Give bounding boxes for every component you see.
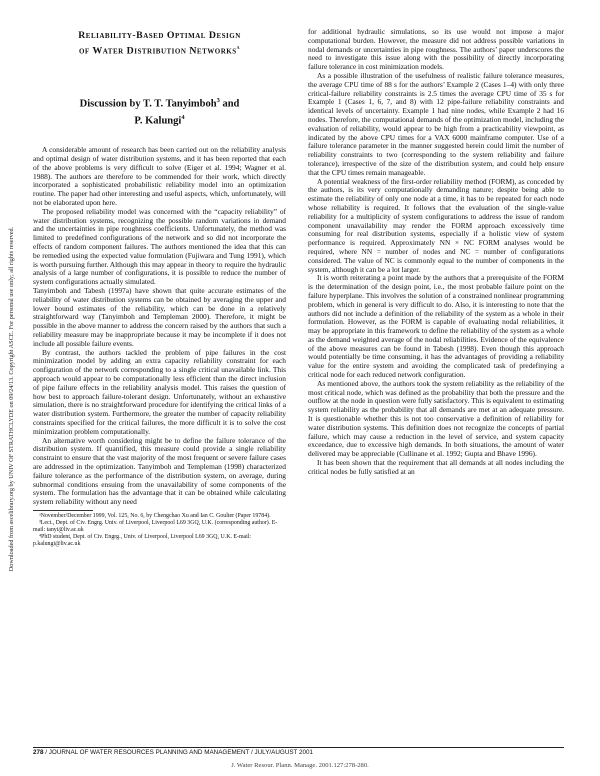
title-footnote-mark: a — [236, 45, 241, 51]
right-paragraph-2: As a possible illustration of the usefulness of realistic failure tolerance measures, the average CPU time of 88 s for the authors’ Example 2 (Cases 1–4) with only three critical-failure reliability constraints is 2.5 times the average CPU time of 35 s for Example 1 (Cases 1, 6, 7, and 8) with 12 pipe-failure reliability constraints and identical levels of uncertainty. Example 1 had nine nodes, while Example 2 had 16 nodes. Therefore, the computational demands of the optimization model, including the evaluation of reliability, would appear to be high from a practicability viewpoint, as indicated by the above CPU times for a VAX 6000 mainframe computer. Use of a failure tolerance parameter in the manner suggested herein could limit the number of reliability constraints to two (corresponding to the system reliability and failure tolerance), irrespective of the size of the distribution system, and could help ensure that the CPU times remain manageable. — [308, 70, 564, 177]
page-number: 278 — [33, 749, 44, 756]
byline-and: and — [219, 98, 240, 110]
footnote-original-paper: ᵃNovember/December 1999, Vol. 125, No. 6, by Chengchao Xu and Ian C. Goulter (Paper 19784). — [39, 512, 271, 519]
left-paragraph-2: The proposed reliability model was concerned with the “capacity reliability” of water distribution systems, recognizing the possible random variations in demand and the uncertainties in pipe roughness coefficients. Unfortunately, the method was limited to predefined configurations of the network and so did not incorporate the effects of random component failures. The authors mentioned the idea that this can be remedied using the expected value formulation (Fujiwara and Tung 1991), which is worth pursuing further. Although this may appear in theory to require the hydraulic analysis of a large number of configurations, it is possible to reduce the number of system configurations actually simulated. — [33, 206, 286, 287]
left-column — [33, 28, 286, 548]
left-paragraph-1: A considerable amount of research has been carried out on the reliability analysis and optimal design of water distribution systems, and it has been reported that each of the above problems is very difficult to solve (Eiger et al. 1994; Wagner et al. 1988). The authors are therefore to be commended for their work, which directly incorporated a sophisticated probabilistic reliability model into an optimization routine. The paper had other interesting and useful aspects, which, unfortunately, will not be elaborated upon here. — [33, 145, 286, 208]
discussant-1-mark: 3 — [216, 97, 220, 105]
left-paragraph-5: An alternative worth considering might be to define the failure tolerance of the distribution system. If quantified, this measure could provide a single reliability constraint to ensure that the vast majority of the most frequent or severe failure cases are addressed in the optimization. Tanyimboh and Templeman (1998) characterized failure tolerance as the performance of the distribution system, on average, during subnormal conditions ensuing from the unavailability of some components of the system. The formulation has the advantage that it can be obtained while calculating system reliability without any need — [33, 435, 286, 507]
right-paragraph-1: for additional hydraulic simulations, so its use would not impose a major computational burden. However, the measure did not address possible variations in nodal demands or uncertainties in pipe roughness. The authors’ paper underscores the need to investigate this issue along with the possibility of directly incorporating failure tolerance in cost minimization models. — [308, 27, 564, 72]
discussion-byline — [33, 94, 286, 127]
footnote-author-4: ⁴PhD student, Dept. of Civ. Engrg., Univ. of Liverpool, Liverpool L69 3GQ, U.K. E-mail: p.kalungi@liv.ac.uk — [33, 533, 252, 547]
right-paragraph-4: It is worth reiterating a point made by the authors that a prerequisite of the FORM is the determination of the design point, i.e., the most probable failure point on the failure hyperplane. This involves the solution of a constrained nonlinear programming problem, which in general is very difficult to do. Also, it is interesting to note that the authors did not include a definition of the reliability of the system as a whole in their formulation. However, as the FORM is capable of evaluating nodal reliabilities, it may be appropriate in this framework to define the reliability of the system as a whole as the demand weighted average of the nodal reliabilities. Evidence of the equivalence of the above measures can be found in Tabesh (1998). Even though this approach would potentially be time consuming, it has the advantages of providing a reliability value for the entire system and avoiding the complicated task of predefinying a critical node for each reduced network configuration. — [308, 273, 564, 380]
footnote-author-3: ³Lect., Dept. of Civ. Engrg. Univ. of Liverpool, Liverpool L69 3GQ, U.K. (corresponding author). E-mail: tanyi@liv.ac.uk — [33, 519, 278, 533]
discussant-2: P. Kalungi — [134, 115, 182, 127]
discussant-1: Discussion by T. T. Tanyimboh — [79, 98, 217, 110]
right-paragraph-3: A potential weakness of the first-order reliability method (FORM), as conceded by the authors, is its very computationally demanding nature; despite being able to estimate the reliability of only one node at a time, it has to be repeated for each node whose reliability is required. It follows that the evaluation of the single-value reliability for a multiplicity of system configurations to address the issue of random component unavailability may render the FORM approach excessively time consuming for real distribution systems, especially if a holistic view of system performance is required. Approximately NN × NC FORM analyses would be required, where NN = number of nodes and NC = number of configurations considered. The value of NC is commonly equal to the number of components in the system, although it can be a lot larger. — [308, 176, 564, 274]
left-paragraph-4: By contrast, the authors tackled the problem of pipe failures in the cost minimization model by adding an extra capacity reliability constraint for each configuration of the network corresponding to a single critical unavailable link. This approach would appear to be computationally less efficient than the direct inclusion of pipe failure effects in the reliability analysis model. This raises the question of how best to approach failure-tolerant design. Unfortunately, without an exhaustive simulation, there is no straightforward procedure for identifying the critical links of a water distribution system. Furthermore, the greater the number of capacity reliability constraints specified for the critical failures, the more difficult it is to solve the cost minimization problem computationally. — [33, 347, 286, 436]
citation-line: J. Water Resour. Plann. Manage. 2001.127:278-280. — [231, 762, 369, 769]
footnote-rule — [33, 510, 93, 511]
right-paragraph-6: It has been shown that the requirement that all demands at all nodes including the critical nodes be fully satisfied at an — [308, 458, 564, 476]
right-paragraph-5: As mentioned above, the authors took the system reliability as the reliability of the most critical node, which was defined as the probability that both the pressure and the outflow at the node in question were fully satisfactory. This is equivalent to estimating system reliability as the probability that all demands are met at an adequate pressure. It is questionable whether this is not too conservative a definition of reliability for water distribution systems. This definition does not recognize the concepts of partial failure, which may cause a reduction in the level of service, and system capacity exceedance, due to excessive high demands. In both situations, the amount of water delivered may be appreciable (Cullinane et al. 1992; Gupta and Bhave 1996). — [308, 378, 564, 459]
article-title — [33, 30, 286, 57]
left-paragraph-3: Tanyimboh and Tabesh (1997a) have shown that quite accurate estimates of the reliability of water distribution systems can be obtained by averaging the upper and lower bound estimates of the reliability, which can be done in a relatively straightforward way (Tanyimboh and Templeman 2000). Therefore, it might be possible in the above manner to address the concern raised by the authors that such a reliability measure may be inappropriate because it may be incomplete if it does not include all possible failure events. — [33, 286, 286, 348]
discussant-2-mark: 4 — [181, 113, 185, 121]
title-line-2: of Water Distribution Networks — [78, 45, 237, 57]
page-footer — [33, 747, 564, 757]
title-line-1: Reliability-Based Optimal Design — [78, 30, 241, 41]
right-column — [308, 28, 564, 477]
download-sidebar-notice: Downloaded from ascelibrary.org by UNIV OF STRATHCLYDE on 09/24/13. Copyright ASCE. For personal use only; all rights reserved. — [8, 226, 15, 572]
journal-running-title: / JOURNAL OF WATER RESOURCES PLANNING AND MANAGEMENT / JULY/AUGUST 2001 — [43, 749, 314, 756]
